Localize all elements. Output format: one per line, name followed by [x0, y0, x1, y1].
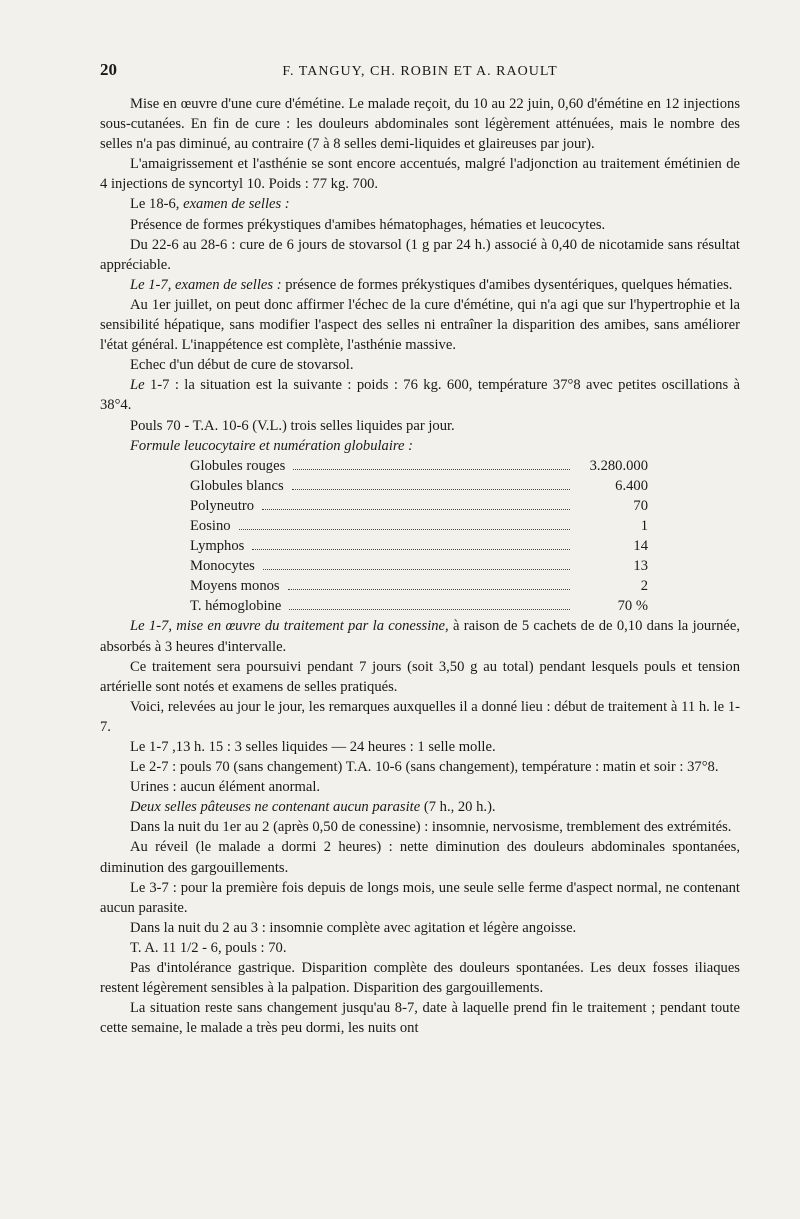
formula-label: Lymphos [190, 538, 245, 555]
formula-row [190, 536, 648, 556]
paragraph: Dans la nuit du 2 au 3 : insomnie complète avec agitation et légère angoisse. [130, 919, 577, 936]
dot-leader [289, 609, 570, 610]
paragraph: Echec d'un début de cure de stovarsol. [130, 357, 354, 374]
paragraph-rest: à raison de 5 cachets de de 0,10 dans la journée, absorbés à 3 heures d'intervalle. [100, 618, 740, 655]
formula-label: Monocytes [190, 558, 255, 575]
formula-label: Globules rouges [190, 457, 286, 474]
paragraph: Présence de formes prékystiques d'amibes hématophages, hématies et leucocytes. [130, 216, 606, 233]
formula-row [190, 576, 648, 596]
paragraph: Le 3-7 : pour la première fois depuis de longs mois, une seule selle ferme d'aspect normal, ne contenant aucun parasite. [100, 879, 740, 916]
formula-value: 1 [640, 517, 648, 534]
dot-leader [288, 589, 570, 590]
formula-value: 14 [633, 538, 648, 555]
formula-value: 3.280.000 [589, 457, 648, 474]
formula-row [190, 476, 648, 496]
paragraph: Du 22-6 au 28-6 : cure de 6 jours de stovarsol (1 g par 24 h.) associé à 0,40 de nicotamide sans résultat appréciable. [100, 236, 740, 273]
formula-label: Eosino [190, 517, 231, 534]
paragraph: T. A. 11 1/2 - 6, pouls : 70. [130, 939, 287, 956]
formula-row [190, 456, 648, 476]
paragraph-italic: Le 1-7, mise en œuvre du traitement par la conessine, [130, 618, 449, 635]
paragraph [100, 275, 740, 295]
formula-value: 70 % [617, 598, 648, 615]
paragraph: Au réveil (le malade a dormi 2 heures) : nette diminution des douleurs abdominales spontanées, diminution des gargouillements. [100, 839, 740, 876]
page-header [100, 60, 740, 86]
paragraph: Ce traitement sera poursuivi pendant 7 jours (soit 3,50 g au total) pendant lesquels pouls et tension artérielle sont notés et examens de selles pratiqués. [100, 658, 740, 695]
paragraph-italic: examen de selles : [179, 196, 290, 213]
dot-leader [263, 569, 570, 570]
document-page [100, 60, 740, 1038]
formula-row [190, 496, 648, 516]
dot-leader [262, 509, 570, 510]
paragraph: Le 2-7 : pouls 70 (sans changement) T.A. 10-6 (sans changement), température : matin et soir : 37°8. [130, 759, 719, 776]
paragraph [100, 375, 740, 415]
paragraph: La situation reste sans changement jusqu'au 8-7, date à laquelle prend fin le traitement ; pendant toute cette semaine, le malade a très peu dormi, les nuits ont [100, 1000, 740, 1037]
dot-leader [292, 489, 570, 490]
blood-formula-table [190, 456, 648, 617]
formula-label: Polyneutro [190, 497, 255, 514]
paragraph: Dans la nuit du 1er au 2 (après 0,50 de conessine) : insomnie, nervosisme, tremblement des extrémités. [130, 819, 732, 836]
paragraph-lead: Le 18-6, [130, 196, 180, 213]
formula-row [190, 556, 648, 576]
paragraph [100, 797, 740, 817]
paragraph [100, 194, 740, 214]
paragraph: Pas d'intolérance gastrique. Disparition complète des douleurs spontanées. Les deux fosses iliaques restent légèrement sensibles à la palpation. Disparition des gargouillements. [100, 960, 740, 997]
formula-value: 70 [633, 497, 648, 514]
paragraph: Le 1-7 ,13 h. 15 : 3 selles liquides — 24 heures : 1 selle molle. [130, 739, 496, 755]
paragraph: L'amaigrissement et l'asthénie se sont encore accentués, malgré l'adjonction au traitement émétinien de 4 injections de syncortyl 10. Poids : 77 kg. 700. [100, 156, 740, 193]
formula-value: 2 [640, 578, 648, 595]
dot-leader [293, 469, 570, 470]
formula-heading: Formule leucocytaire et numération globulaire : [130, 437, 414, 454]
page-number: 20 [100, 60, 117, 79]
formula-value: 13 [633, 558, 648, 575]
formula-row [190, 596, 648, 616]
formula-value: 6.400 [615, 477, 648, 494]
paragraph: Voici, relevées au jour le jour, les remarques auxquelles il a donné lieu : début de traitement à 11 h. le 1-7. [100, 698, 740, 735]
body-text-before [100, 94, 740, 436]
paragraph-italic: Le 1-7, examen de selles : [130, 276, 282, 293]
body-text-after [100, 616, 740, 1038]
paragraph-italic: Le [130, 377, 145, 394]
paragraph: Au 1er juillet, on peut donc affirmer l'échec de la cure d'émétine, qui n'a agi que sur l'hypertrophie et la sensibilité hépatique, sans modifier l'aspect des selles ni entraîner la disparition des amibes, sans améliorer l'état général. L'inappétence est complète, l'asthénie massive. [100, 296, 740, 354]
paragraph-rest: (7 h., 20 h.). [420, 799, 496, 816]
running-title: F. TANGUY, CH. ROBIN ET A. RAOULT [282, 64, 558, 79]
formula-label: Moyens monos [190, 578, 280, 595]
paragraph-rest: présence de formes prékystiques d'amibes dysentériques, quelques hématies. [281, 276, 733, 293]
paragraph [100, 616, 740, 656]
formula-label: Globules blancs [190, 477, 284, 494]
paragraph: Mise en œuvre d'une cure d'émétine. Le malade reçoit, du 10 au 22 juin, 0,60 d'émétine en 12 injections sous-cutanées. En fin de cure : les douleurs abdominales sont légèrement atténuées, mais le nombre des selles n'a pas diminué, au contraire (7 à 8 selles demi-liquides et glaireuses par jour). [100, 96, 740, 153]
formula-row [190, 516, 648, 536]
paragraph-rest: 1-7 : la situation est la suivante : poids : 76 kg. 600, température 37°8 avec petites oscillations à 38°4. [100, 377, 740, 414]
dot-leader [239, 529, 570, 530]
paragraph: Pouls 70 - T.A. 10-6 (V.L.) trois selles liquides par jour. [130, 417, 455, 434]
formula-label: T. hémoglobine [190, 598, 282, 615]
dot-leader [252, 549, 570, 550]
paragraph-italic: Deux selles pâteuses ne contenant aucun parasite [130, 799, 421, 816]
paragraph: Urines : aucun élément anormal. [130, 779, 321, 796]
